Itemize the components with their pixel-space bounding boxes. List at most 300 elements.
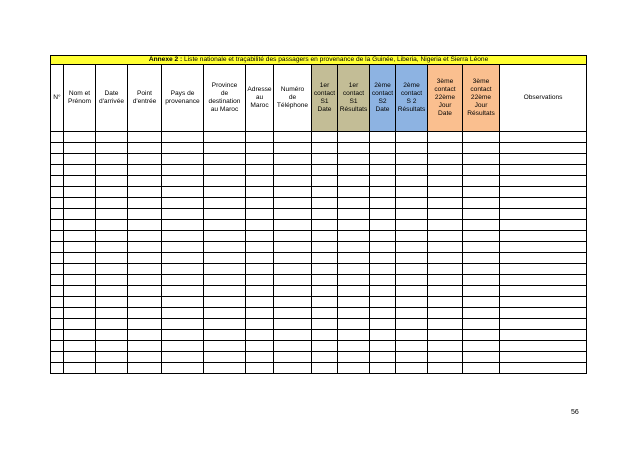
table-cell <box>96 242 128 253</box>
table-cell <box>64 176 96 187</box>
table-cell <box>396 198 428 209</box>
table-cell <box>312 187 338 198</box>
col-header-origin-country: Pays de provenance <box>162 65 204 132</box>
table-cell <box>162 363 204 374</box>
table-cell <box>370 143 396 154</box>
table-cell <box>64 341 96 352</box>
table-cell <box>396 253 428 264</box>
table-cell <box>274 220 312 231</box>
table-cell <box>64 231 96 242</box>
table-row <box>51 220 587 231</box>
table-cell <box>64 286 96 297</box>
table-cell <box>338 330 370 341</box>
table-cell <box>370 176 396 187</box>
table-cell <box>500 198 587 209</box>
table-cell <box>500 209 587 220</box>
table-cell <box>338 143 370 154</box>
table-cell <box>312 275 338 286</box>
table-cell <box>51 341 64 352</box>
table-cell <box>396 341 428 352</box>
table-cell <box>396 231 428 242</box>
table-cell <box>64 198 96 209</box>
table-cell <box>338 352 370 363</box>
table-cell <box>204 363 246 374</box>
table-cell <box>204 319 246 330</box>
table-cell <box>96 308 128 319</box>
table-cell <box>96 220 128 231</box>
table-cell <box>274 209 312 220</box>
table-row <box>51 176 587 187</box>
table-cell <box>128 231 162 242</box>
table-cell <box>162 275 204 286</box>
table-cell <box>500 176 587 187</box>
table-cell <box>370 132 396 143</box>
table-cell <box>428 154 463 165</box>
col-header-number: N° <box>51 65 64 132</box>
table-cell <box>463 198 500 209</box>
table-cell <box>428 253 463 264</box>
table-cell <box>312 363 338 374</box>
table-cell <box>428 176 463 187</box>
table-title <box>51 56 587 65</box>
table-cell <box>312 330 338 341</box>
table-cell <box>246 154 274 165</box>
table-cell <box>128 220 162 231</box>
table-cell <box>64 242 96 253</box>
table-cell <box>246 363 274 374</box>
table-cell <box>370 242 396 253</box>
table-cell <box>312 253 338 264</box>
table-cell <box>396 352 428 363</box>
table-cell <box>396 220 428 231</box>
col-header-phone: Numéro de Téléphone <box>274 65 312 132</box>
table-row <box>51 132 587 143</box>
table-cell <box>51 154 64 165</box>
table-cell <box>370 209 396 220</box>
table-cell <box>96 330 128 341</box>
table-cell <box>396 330 428 341</box>
table-cell <box>500 165 587 176</box>
table-cell <box>51 308 64 319</box>
table-cell <box>128 352 162 363</box>
table-cell <box>64 253 96 264</box>
col-header-entry-point: Point d'entrée <box>128 65 162 132</box>
table-cell <box>162 264 204 275</box>
table-cell <box>128 154 162 165</box>
table-cell <box>396 275 428 286</box>
table-cell <box>312 242 338 253</box>
table-cell <box>128 319 162 330</box>
table-cell <box>128 363 162 374</box>
table-cell <box>96 253 128 264</box>
table-cell <box>428 275 463 286</box>
table-cell <box>64 363 96 374</box>
table-cell <box>64 264 96 275</box>
table-cell <box>312 286 338 297</box>
table-cell <box>463 132 500 143</box>
table-cell <box>463 165 500 176</box>
table-cell <box>204 330 246 341</box>
table-cell <box>274 319 312 330</box>
table-cell <box>396 187 428 198</box>
table-cell <box>51 132 64 143</box>
table-cell <box>162 297 204 308</box>
table-cell <box>96 231 128 242</box>
table-cell <box>128 330 162 341</box>
table-cell <box>274 308 312 319</box>
table-cell <box>64 165 96 176</box>
col-header-contact2-results: 2ème contact S 2 Résultats <box>396 65 428 132</box>
table-cell <box>274 176 312 187</box>
table-cell <box>274 297 312 308</box>
table-cell <box>370 253 396 264</box>
table-cell <box>338 154 370 165</box>
table-cell <box>428 242 463 253</box>
col-header-observations: Observations <box>500 65 587 132</box>
table-cell <box>274 187 312 198</box>
traceability-table <box>50 55 587 374</box>
table-cell <box>370 308 396 319</box>
table-cell <box>500 253 587 264</box>
table-cell <box>162 132 204 143</box>
table-cell <box>338 286 370 297</box>
table-cell <box>338 275 370 286</box>
table-row <box>51 308 587 319</box>
table-cell <box>463 308 500 319</box>
table-cell <box>463 330 500 341</box>
table-row <box>51 253 587 264</box>
table-cell <box>312 220 338 231</box>
table-cell <box>370 341 396 352</box>
table-cell <box>500 143 587 154</box>
table-cell <box>204 242 246 253</box>
table-cell <box>64 330 96 341</box>
title-row <box>51 56 587 65</box>
table-cell <box>428 319 463 330</box>
table-cell <box>370 154 396 165</box>
table-cell <box>428 297 463 308</box>
table-cell <box>338 165 370 176</box>
table-cell <box>246 165 274 176</box>
table-row <box>51 319 587 330</box>
table-row <box>51 352 587 363</box>
annex-label: Annexe 2 : <box>148 56 183 63</box>
table-cell <box>162 242 204 253</box>
table-cell <box>312 209 338 220</box>
table-cell <box>338 231 370 242</box>
table-cell <box>204 165 246 176</box>
table-cell <box>162 319 204 330</box>
table-cell <box>396 242 428 253</box>
col-header-destination-province: Province de destination au Maroc <box>204 65 246 132</box>
table-cell <box>162 341 204 352</box>
table-cell <box>96 198 128 209</box>
col-header-contact1-date: 1er contact S1 Date <box>312 65 338 132</box>
table-row <box>51 275 587 286</box>
table-cell <box>500 132 587 143</box>
table-cell <box>463 352 500 363</box>
table-cell <box>204 297 246 308</box>
table-cell <box>500 231 587 242</box>
table-cell <box>312 176 338 187</box>
table-cell <box>500 220 587 231</box>
table-cell <box>463 154 500 165</box>
table-cell <box>312 308 338 319</box>
table-cell <box>128 132 162 143</box>
table-cell <box>312 198 338 209</box>
table-cell <box>338 132 370 143</box>
table-cell <box>128 242 162 253</box>
table-cell <box>162 165 204 176</box>
table-cell <box>396 143 428 154</box>
table-cell <box>128 297 162 308</box>
table-cell <box>162 286 204 297</box>
table-cell <box>51 253 64 264</box>
table-cell <box>338 176 370 187</box>
table-cell <box>246 275 274 286</box>
table-cell <box>51 264 64 275</box>
table-cell <box>370 286 396 297</box>
table-cell <box>128 286 162 297</box>
table-cell <box>51 165 64 176</box>
table-cell <box>463 187 500 198</box>
table-cell <box>51 242 64 253</box>
table-cell <box>128 165 162 176</box>
col-header-name: Nom et Prénom <box>64 65 96 132</box>
table-cell <box>246 330 274 341</box>
table-cell <box>96 286 128 297</box>
table-cell <box>246 132 274 143</box>
table-cell <box>64 209 96 220</box>
table-cell <box>274 264 312 275</box>
table-cell <box>274 275 312 286</box>
table-cell <box>51 176 64 187</box>
table-cell <box>500 363 587 374</box>
table-cell <box>64 352 96 363</box>
annex-description: Liste nationale et traçabilité des passagers en provenance de la Guinée, Liberia, Nigeria et Sierra Léone <box>182 56 489 63</box>
table-cell <box>51 143 64 154</box>
table-cell <box>274 341 312 352</box>
table-cell <box>312 132 338 143</box>
table-cell <box>428 341 463 352</box>
table-cell <box>463 231 500 242</box>
table-cell <box>96 264 128 275</box>
table-cell <box>246 176 274 187</box>
table-cell <box>312 352 338 363</box>
table-cell <box>204 220 246 231</box>
table-cell <box>463 363 500 374</box>
table-cell <box>428 264 463 275</box>
table-cell <box>246 341 274 352</box>
table-cell <box>246 209 274 220</box>
table-cell <box>246 143 274 154</box>
table-cell <box>204 275 246 286</box>
table-cell <box>204 308 246 319</box>
table-cell <box>162 143 204 154</box>
table-cell <box>51 330 64 341</box>
table-cell <box>370 187 396 198</box>
table-cell <box>463 176 500 187</box>
table-cell <box>463 286 500 297</box>
table-cell <box>370 264 396 275</box>
table-cell <box>96 143 128 154</box>
table-cell <box>246 297 274 308</box>
table-cell <box>396 319 428 330</box>
table-cell <box>96 352 128 363</box>
table-cell <box>312 297 338 308</box>
table-cell <box>370 220 396 231</box>
table-cell <box>128 176 162 187</box>
table-cell <box>162 352 204 363</box>
table-cell <box>428 330 463 341</box>
table-row <box>51 154 587 165</box>
table-cell <box>64 319 96 330</box>
table-cell <box>428 198 463 209</box>
table-cell <box>396 363 428 374</box>
col-header-contact3-results: 3ème contact 22ème Jour Résultats <box>463 65 500 132</box>
table-cell <box>51 220 64 231</box>
table-cell <box>428 165 463 176</box>
table-cell <box>162 198 204 209</box>
table-cell <box>463 253 500 264</box>
table-cell <box>463 297 500 308</box>
table-cell <box>204 209 246 220</box>
table-cell <box>96 132 128 143</box>
table-cell <box>162 187 204 198</box>
table-cell <box>463 209 500 220</box>
table-cell <box>428 187 463 198</box>
table-row <box>51 264 587 275</box>
table-cell <box>51 275 64 286</box>
table-row <box>51 330 587 341</box>
table-cell <box>370 297 396 308</box>
table-cell <box>128 143 162 154</box>
table-cell <box>204 143 246 154</box>
table-cell <box>246 308 274 319</box>
table-cell <box>96 297 128 308</box>
table-cell <box>204 352 246 363</box>
table-cell <box>396 154 428 165</box>
table-cell <box>128 253 162 264</box>
table-row <box>51 143 587 154</box>
table-cell <box>96 165 128 176</box>
table-cell <box>246 264 274 275</box>
table-cell <box>463 275 500 286</box>
table-cell <box>128 187 162 198</box>
table-cell <box>162 176 204 187</box>
table-cell <box>246 242 274 253</box>
table-row <box>51 165 587 176</box>
table-cell <box>162 231 204 242</box>
table-cell <box>204 231 246 242</box>
table-cell <box>500 154 587 165</box>
table-cell <box>246 231 274 242</box>
table-cell <box>162 308 204 319</box>
table-cell <box>370 198 396 209</box>
table-cell <box>246 352 274 363</box>
table-cell <box>428 352 463 363</box>
table-cell <box>338 319 370 330</box>
table-cell <box>500 187 587 198</box>
table-cell <box>128 209 162 220</box>
table-cell <box>128 275 162 286</box>
table-cell <box>274 363 312 374</box>
table-cell <box>204 264 246 275</box>
table-cell <box>64 275 96 286</box>
table-cell <box>338 264 370 275</box>
table-cell <box>246 220 274 231</box>
table-cell <box>463 319 500 330</box>
table-cell <box>396 209 428 220</box>
table-cell <box>274 330 312 341</box>
table-cell <box>128 264 162 275</box>
table-row <box>51 363 587 374</box>
table-cell <box>312 319 338 330</box>
table-cell <box>338 308 370 319</box>
table-cell <box>396 264 428 275</box>
table-row <box>51 286 587 297</box>
table-cell <box>204 341 246 352</box>
table-cell <box>312 264 338 275</box>
table-cell <box>51 209 64 220</box>
table-cell <box>96 275 128 286</box>
table-cell <box>338 198 370 209</box>
table-cell <box>128 308 162 319</box>
table-cell <box>463 341 500 352</box>
table-cell <box>463 220 500 231</box>
table-cell <box>246 187 274 198</box>
table-cell <box>500 286 587 297</box>
table-cell <box>246 198 274 209</box>
table-cell <box>162 209 204 220</box>
table-cell <box>64 132 96 143</box>
table-cell <box>396 308 428 319</box>
table-cell <box>500 297 587 308</box>
table-cell <box>64 297 96 308</box>
table-cell <box>338 242 370 253</box>
table-cell <box>274 154 312 165</box>
table-cell <box>64 154 96 165</box>
table-cell <box>396 132 428 143</box>
table-cell <box>463 264 500 275</box>
table-cell <box>246 253 274 264</box>
table-cell <box>396 176 428 187</box>
table-cell <box>338 297 370 308</box>
table-cell <box>338 187 370 198</box>
table-cell <box>51 187 64 198</box>
col-header-contact1-results: 1er contact S1 Résultats <box>338 65 370 132</box>
table-cell <box>274 253 312 264</box>
table-cell <box>500 330 587 341</box>
table-cell <box>500 319 587 330</box>
table-cell <box>128 341 162 352</box>
table-cell <box>428 308 463 319</box>
table-cell <box>96 341 128 352</box>
table-cell <box>396 286 428 297</box>
table-cell <box>274 231 312 242</box>
table-cell <box>428 209 463 220</box>
col-header-arrival-date: Date d'arrivée <box>96 65 128 132</box>
table-cell <box>370 352 396 363</box>
table-cell <box>312 154 338 165</box>
table-cell <box>370 275 396 286</box>
table-cell <box>64 308 96 319</box>
table-cell <box>162 220 204 231</box>
page-number: 56 <box>571 409 579 416</box>
table-cell <box>96 209 128 220</box>
table-cell <box>96 363 128 374</box>
table-cell <box>463 242 500 253</box>
